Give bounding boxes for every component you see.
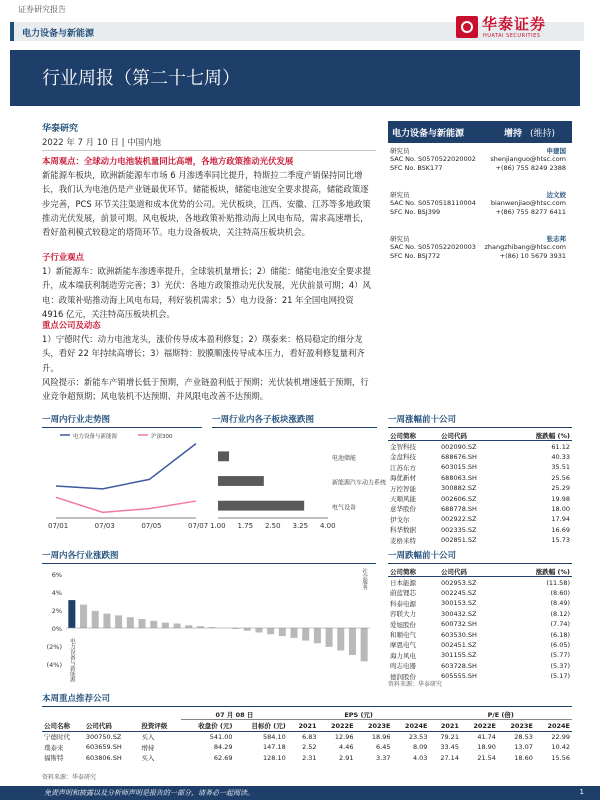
- analyst-email[interactable]: bianwenjiao@htsc.com: [490, 199, 566, 207]
- sub-industry-section: [42, 250, 374, 321]
- key-companies-heading: 重点公司及动态: [42, 320, 101, 330]
- table-cell: 603728.SH: [441, 661, 477, 670]
- analyst-sac: SAC No. S0570522020002: [390, 155, 476, 163]
- table-cell: 301155.SZ: [441, 651, 477, 660]
- table-cell: 2.91: [339, 753, 354, 762]
- table-cell: 688063.SH: [441, 473, 477, 482]
- table-row: [388, 462, 572, 472]
- table-cell: 意华股份: [390, 505, 416, 514]
- subsector-bar-chart: [210, 430, 387, 542]
- table-cell: 35.51: [551, 463, 570, 472]
- subsector-chart-title: 一周行业内各子板块涨跌图: [212, 415, 315, 425]
- analyst-list: [388, 146, 572, 274]
- table-cell: 13.07: [514, 743, 533, 752]
- rating-value: 增持: [504, 129, 523, 139]
- close-date-header: 07 月 08 日: [181, 709, 288, 720]
- subsector-chart-rule: [212, 427, 377, 428]
- picks-table: [42, 709, 572, 763]
- table-cell: (11.58): [546, 578, 570, 587]
- table-header: 投资评级: [139, 720, 181, 731]
- analyst-sfc: SFC No. BSJ772: [390, 252, 441, 260]
- table-cell: (5.77): [550, 651, 570, 660]
- logo-english-name: HUATAI SECURITIES: [483, 33, 541, 39]
- bar: [103, 614, 110, 628]
- table-row: [388, 493, 572, 503]
- table-row: [388, 483, 572, 493]
- table-cell: 海力风电: [390, 651, 416, 660]
- analyst-email[interactable]: zhangzhibang@htsc.com: [484, 243, 566, 251]
- analyst-card: [388, 146, 572, 190]
- analyst-name: 申建国: [546, 147, 566, 155]
- table-row: [388, 514, 572, 524]
- table-cell: 璞泰来: [44, 743, 64, 752]
- table-cell: 江苏东方: [390, 463, 416, 472]
- table-header: 收盘价 (元): [181, 720, 234, 731]
- analyst-role: 研究员: [390, 191, 410, 199]
- table-cell: 鸣志电器: [390, 662, 416, 671]
- table-row: [388, 640, 572, 650]
- category-label: 电池储能: [332, 455, 357, 463]
- table-cell: 4.03: [412, 753, 428, 762]
- analyst-role: 研究员: [390, 235, 410, 243]
- table-cell: 金智科技: [390, 443, 416, 452]
- analyst-name: 张志邦: [546, 235, 566, 243]
- x-tick-label: 2.50: [265, 522, 281, 530]
- analyst-card: [388, 190, 572, 234]
- highlight-label: 电力设备与新能源: [68, 638, 75, 682]
- x-tick-label: 07/01: [48, 522, 69, 530]
- table-cell: 128.10: [263, 753, 286, 762]
- table-cell: 688778.SH: [441, 504, 477, 513]
- bar: [138, 619, 145, 628]
- picks-rule: [42, 706, 572, 707]
- legend-label: 电力设备与新能源: [73, 434, 118, 440]
- gainers-title: 一周涨幅前十公司: [388, 415, 457, 425]
- company-logo: [456, 10, 580, 46]
- y-tick-label: (4%): [46, 661, 62, 669]
- table-cell: 84.29: [213, 743, 233, 752]
- footer-bar: [0, 786, 600, 800]
- table-cell: 摩恩电气: [390, 641, 416, 650]
- table-cell: 603806.SH: [85, 753, 122, 762]
- table-cell: 和顺电气: [390, 631, 416, 640]
- report-date: 2022 年 7 月 10 日 | 中国内地: [42, 138, 162, 148]
- table-cell: (8.49): [550, 599, 570, 608]
- industry-chart-title: 一周内各行业涨跌图: [42, 551, 119, 561]
- divider: [42, 150, 376, 151]
- table-cell: 德润股份: [390, 672, 416, 681]
- table-cell: 天顺风能: [390, 495, 416, 504]
- table-cell: (5.37): [550, 661, 570, 670]
- analyst-sac: SAC No. S0570518110004: [390, 199, 476, 207]
- x-tick-label: 1.00: [210, 522, 226, 530]
- sub-industry-body: 1）新能源车：欧洲新能车渗透率提升，全球装机量增长；2）储能：储能电池安全要求提升，成本端获利制造劳完善；3）光伏：各地方政策推动光伏发展，光伏前景可期；4）风电：政策补贴推动海上风电布局，利好装机需求；5）电力设备：21 年全国电网投资 4916 亿元，关注特高压板块机会。: [42, 266, 371, 319]
- bar: [218, 501, 304, 511]
- table-cell: 买入: [141, 754, 155, 763]
- table-cell: 12.96: [334, 732, 354, 741]
- table-cell: 3.37: [376, 753, 391, 762]
- table-cell: 002335.SZ: [441, 525, 477, 534]
- table-cell: 603015.SH: [441, 463, 477, 472]
- bar: [92, 611, 99, 628]
- table-cell: 增持: [141, 743, 155, 752]
- table-cell: 002090.SZ: [441, 442, 477, 451]
- table-cell: 41.74: [477, 732, 496, 741]
- bar: [185, 625, 192, 628]
- table-cell: 宁德时代: [44, 733, 70, 742]
- table-cell: 002451.SZ: [441, 640, 477, 649]
- gainers-table: [388, 430, 572, 545]
- document-type: 证券研究报告: [18, 5, 66, 14]
- trend-chart-title: 一周内行业走势图: [42, 415, 111, 425]
- industry-bar-chart: [38, 566, 378, 682]
- research-source: 华泰研究: [42, 124, 79, 134]
- bar: [174, 624, 181, 629]
- table-cell: 8.09: [412, 743, 428, 752]
- table-cell: 18.00: [551, 504, 570, 513]
- table-cell: 4.46: [339, 743, 354, 752]
- end-label: 社会服务: [361, 568, 368, 590]
- table-cell: 600732.SH: [441, 620, 477, 629]
- table-row: [388, 452, 572, 462]
- table-row: [388, 577, 572, 588]
- table-cell: 23.53: [408, 732, 428, 741]
- table-row: [42, 731, 572, 742]
- table-row: [42, 742, 572, 752]
- table-cell: 10.42: [551, 743, 570, 752]
- table-header: 2024E: [535, 720, 572, 731]
- table-row: [388, 629, 572, 639]
- summary-lead: 本周观点：全球动力电池装机量同比高增，各地方政策推动光伏发展: [42, 156, 294, 166]
- bar: [267, 628, 274, 634]
- table-header: 公司名称: [42, 720, 84, 731]
- table-cell: 买入: [141, 733, 155, 742]
- analyst-sac: SAC No. S0570522020003: [390, 243, 476, 251]
- logo-chinese-name: 华泰证券: [482, 15, 547, 33]
- table-cell: 17.94: [551, 515, 570, 524]
- x-tick-label: 07/05: [141, 522, 162, 530]
- table-cell: 002606.SZ: [441, 494, 477, 503]
- bar: [162, 623, 169, 628]
- table-cell: 300750.SZ: [85, 732, 122, 741]
- risk-section: [42, 375, 374, 403]
- analyst-phone: +(86) 10 5679 3931: [499, 252, 566, 260]
- bar: [361, 628, 368, 661]
- rating-sector: 电力设备与新能源: [392, 129, 465, 139]
- table-header: 2022E: [461, 720, 498, 731]
- table-cell: 002953.SZ: [441, 578, 477, 587]
- series-line: [56, 444, 196, 489]
- table-cell: 15.73: [551, 536, 570, 545]
- key-companies-body: 1）宁德时代：动力电池龙头，涨价传导成本盈利修复；2）璞泰来：格局稳定的细分龙头，看好 22 年持续高增长；3）福斯特：胶膜顺涨传导成本压力，看好盈利修复量利齐升。: [42, 334, 365, 373]
- y-tick-label: (2%): [46, 643, 62, 651]
- bar: [314, 628, 321, 643]
- table-cell: 蔚蓝锂芯: [390, 589, 416, 598]
- legend-label: 沪深300: [151, 434, 173, 440]
- analyst-role: 研究员: [390, 147, 410, 155]
- bar: [290, 628, 297, 638]
- table-cell: 容联大力: [390, 610, 416, 619]
- page-number: 1: [579, 788, 584, 796]
- bar: [115, 615, 122, 628]
- table-header: 公司代码: [84, 720, 140, 731]
- table-cell: 300153.SZ: [441, 599, 477, 608]
- bar: [302, 628, 309, 641]
- table-header: 2021: [288, 720, 319, 731]
- table-cell: 541.00: [209, 732, 233, 741]
- table-cell: 79.21: [440, 732, 459, 741]
- losers-rule: [388, 563, 572, 564]
- table-row: [388, 598, 572, 608]
- table-cell: 科泰电源: [390, 599, 416, 608]
- bar: [349, 628, 356, 655]
- table-row: [388, 588, 572, 598]
- table-row: [388, 473, 572, 483]
- table-row: [388, 609, 572, 619]
- industry-chart-rule: [42, 563, 376, 564]
- table-cell: (5.17): [550, 672, 570, 681]
- trend-chart-rule: [42, 427, 202, 428]
- table-cell: 6.45: [376, 743, 391, 752]
- table-cell: 18.96: [371, 732, 391, 741]
- y-tick-label: 6%: [51, 571, 62, 579]
- table-cell: 25.56: [551, 473, 570, 482]
- rating-header: [388, 121, 572, 143]
- table-header: 目标价 (元): [235, 720, 288, 731]
- sub-industry-heading: 子行业观点: [42, 252, 84, 262]
- table-cell: 33.45: [440, 743, 459, 752]
- table-cell: 6.83: [302, 732, 317, 741]
- bar: [326, 628, 333, 647]
- eps-header: EPS (元): [288, 709, 430, 720]
- table-header: 涨跌幅 (%): [507, 430, 572, 441]
- category-label: 新能源汽车动力系统: [332, 479, 387, 487]
- table-header: 公司代码: [439, 566, 507, 577]
- table-row: [388, 441, 572, 452]
- key-companies-section: [42, 318, 374, 375]
- series-line: [56, 497, 196, 512]
- x-tick-label: 4.00: [320, 522, 336, 530]
- bar: [68, 600, 75, 628]
- y-tick-label: 4%: [51, 589, 62, 597]
- table-header: 涨跌幅 (%): [507, 566, 572, 577]
- table-cell: 16.69: [551, 525, 570, 534]
- losers-source-note: 资料来源：华泰研究: [388, 681, 443, 688]
- category-label: 电气设备: [332, 504, 357, 512]
- summary-body: 新能源车板块，欧洲新能源车市场 6 月渗透率同比提升，特斯拉二季度产销保持同比增长，我们认为电池仍是产业链最优环节。储能板块，储能电池安全要求提高，储能政策逐步完善，PCS 环节关注渠道和成本优势的公司。光伏板块，江西、安徽、江苏等多地政策推动光伏发展，前景可期。风电板块，各地政策补贴推动海上风电布局，需求高速增长，看好盈利模式较稳定的塔筒环节。电力设备板块，关注特高压板块机会。: [42, 170, 371, 238]
- table-header: 2023E: [356, 720, 393, 731]
- table-row: [388, 504, 572, 514]
- y-tick-label: 2%: [51, 607, 62, 615]
- table-cell: 002851.SZ: [441, 536, 477, 545]
- analyst-sfc: SFC No. BSK177: [390, 164, 443, 172]
- table-header: 公司简称: [388, 430, 439, 441]
- table-cell: 19.98: [551, 494, 570, 503]
- gainers-rule: [388, 427, 572, 428]
- table-cell: 22.99: [551, 732, 570, 741]
- x-tick-label: 07/07: [188, 522, 209, 530]
- table-cell: 伊戈尔: [390, 515, 410, 524]
- picks-title: 本周重点推荐公司: [42, 694, 111, 704]
- bar: [244, 628, 251, 631]
- table-cell: 15.56: [551, 753, 570, 762]
- table-cell: 584.10: [263, 732, 286, 741]
- table-cell: (6.05): [550, 640, 570, 649]
- table-cell: (8.12): [550, 609, 570, 618]
- bar: [127, 617, 134, 628]
- table-cell: 688676.SH: [441, 452, 477, 461]
- table-cell: 爱旭股份: [390, 620, 416, 629]
- bar: [279, 628, 286, 636]
- trend-line-chart: [38, 430, 209, 542]
- table-cell: 18.60: [514, 753, 533, 762]
- table-cell: 27.14: [440, 753, 459, 762]
- y-tick-label: 0%: [51, 625, 62, 633]
- table-cell: 2.52: [302, 743, 317, 752]
- table-header: 公司简称: [388, 566, 439, 577]
- x-tick-label: 1.75: [237, 522, 254, 530]
- table-cell: 300882.SZ: [441, 484, 477, 493]
- table-cell: 科华数据: [390, 526, 416, 535]
- analyst-phone: +(86) 755 8277 6411: [495, 208, 566, 216]
- logo-mark-icon: [456, 16, 478, 38]
- summary-section: [42, 154, 374, 239]
- title-banner: [10, 50, 580, 106]
- report-title: 行业周报（第二十七周）: [42, 68, 240, 89]
- table-cell: 万控智能: [390, 484, 416, 493]
- table-cell: 21.54: [477, 753, 496, 762]
- losers-table: [388, 566, 572, 681]
- bar: [255, 628, 262, 633]
- table-cell: 福斯特: [44, 754, 64, 763]
- table-cell: 002922.SZ: [441, 515, 477, 524]
- table-cell: 62.69: [213, 753, 233, 762]
- bar: [337, 628, 344, 651]
- bar: [150, 621, 157, 628]
- table-row: [388, 619, 572, 629]
- analyst-name: 边文姣: [546, 191, 566, 199]
- table-cell: 18.90: [477, 743, 496, 752]
- table-cell: 28.53: [514, 732, 533, 741]
- table-cell: 147.18: [263, 743, 286, 752]
- bar: [80, 605, 87, 628]
- table-row: [388, 661, 572, 671]
- table-cell: 603659.SH: [85, 743, 122, 752]
- analyst-sfc: SFC No. BSJ399: [390, 208, 441, 216]
- table-header: 2021: [429, 720, 461, 731]
- table-cell: 40.33: [551, 452, 570, 461]
- risk-text: 风险提示：新能车产销增长低于预期，产业链盈利低于预期；光伏装机增速低于预期，行业竞争超预期；风电装机不达预期、并风限电改善不达预期。: [42, 377, 369, 402]
- bar: [218, 451, 229, 461]
- table-row: [388, 525, 572, 535]
- sector-tag: 电力设备与新能源: [22, 29, 95, 39]
- disclaimer-link[interactable]: 免责声明和披露以及分析师声明是报告的一部分，请务必一起阅读。: [44, 789, 254, 797]
- table-cell: 300432.SZ: [441, 609, 477, 618]
- bar: [218, 476, 264, 486]
- analyst-phone: +(86) 755 8249 2388: [495, 164, 566, 172]
- rating-note: (维持): [530, 129, 556, 139]
- table-header: 公司代码: [439, 430, 507, 441]
- table-cell: 麦格米特: [390, 536, 416, 545]
- table-cell: 25.29: [551, 484, 570, 493]
- x-tick-label: 3.25: [292, 522, 309, 530]
- table-row: [388, 650, 572, 660]
- table-header: 2023E: [498, 720, 535, 731]
- picks-source-note: 资料来源：华泰研究: [42, 774, 97, 781]
- pe-header: P/E (倍): [429, 709, 572, 720]
- table-cell: 603530.SH: [441, 630, 477, 639]
- table-cell: 日本能源: [390, 579, 416, 588]
- x-tick-label: 07/03: [94, 522, 115, 530]
- table-cell: (8.60): [550, 588, 570, 597]
- analyst-card: [388, 234, 572, 274]
- table-header: 2024E: [392, 720, 429, 731]
- table-cell: 605555.SH: [441, 672, 477, 681]
- losers-title: 一周跌幅前十公司: [388, 551, 457, 561]
- analyst-email[interactable]: shenjianguo@htsc.com: [490, 155, 566, 163]
- table-cell: 61.12: [551, 442, 570, 451]
- table-cell: 002245.SZ: [441, 588, 477, 597]
- table-row: [388, 535, 572, 545]
- table-row: [42, 753, 572, 763]
- table-cell: (6.18): [550, 630, 570, 639]
- table-cell: 2.31: [302, 753, 317, 762]
- table-cell: 金盘科技: [390, 453, 416, 462]
- table-cell: (7.74): [550, 620, 570, 629]
- table-header: 2022E: [319, 720, 356, 731]
- table-cell: 海优新材: [390, 474, 416, 483]
